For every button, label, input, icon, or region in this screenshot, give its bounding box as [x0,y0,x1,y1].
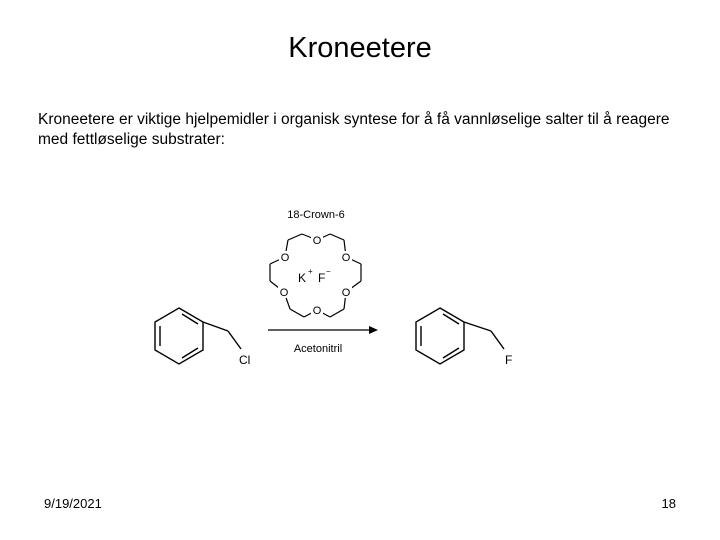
potassium-fluoride-salt [298,267,331,285]
reactant-benzene-ring [155,308,203,364]
reactant-aromatic-double-bond [182,314,198,324]
ring-oxygen-label: O [312,305,322,317]
slide-title: Kroneetere [288,32,432,64]
product-benzene-ring [416,308,464,364]
anion-symbol: F [318,271,326,285]
reactant-ch2-bond [203,322,228,331]
reaction-arrow [268,326,378,334]
cation-charge: + [308,267,313,276]
slide-body-text: Kroneetere er viktige hjelpemidler i organisk syntese for å få vannløselige salter til å reagere med fettløselige substrater: [38,111,670,148]
solvent-label: Acetonitril [293,343,343,355]
reactant-c-cl-bond [228,331,241,349]
cation-symbol: K [298,271,307,285]
page-number: 18 [661,496,676,511]
ring-oxygen-label: O [312,235,322,247]
product-aromatic-double-bond [443,314,459,324]
product-c-f-bond [491,331,504,349]
product-ch2-bond [464,322,491,331]
catalyst-name-label: 18-Crown-6 [287,209,345,221]
crown-ether-oxygens [278,234,352,317]
ring-oxygen-label: O [341,287,351,299]
ring-oxygen-label: O [341,252,351,264]
footer-date: 9/19/2021 [44,496,102,511]
product-benzyl-fluoride [416,308,504,364]
product-aromatic-double-bond [443,348,459,358]
reactant-benzyl-chloride [155,308,241,364]
anion-charge: − [326,267,331,276]
reactant-substituent-label: Cl [239,353,251,367]
ring-oxygen-label: O [279,287,289,299]
product-substituent-label: F [505,353,513,367]
ring-oxygen-label: O [280,252,290,264]
reactant-aromatic-double-bond [182,348,198,358]
